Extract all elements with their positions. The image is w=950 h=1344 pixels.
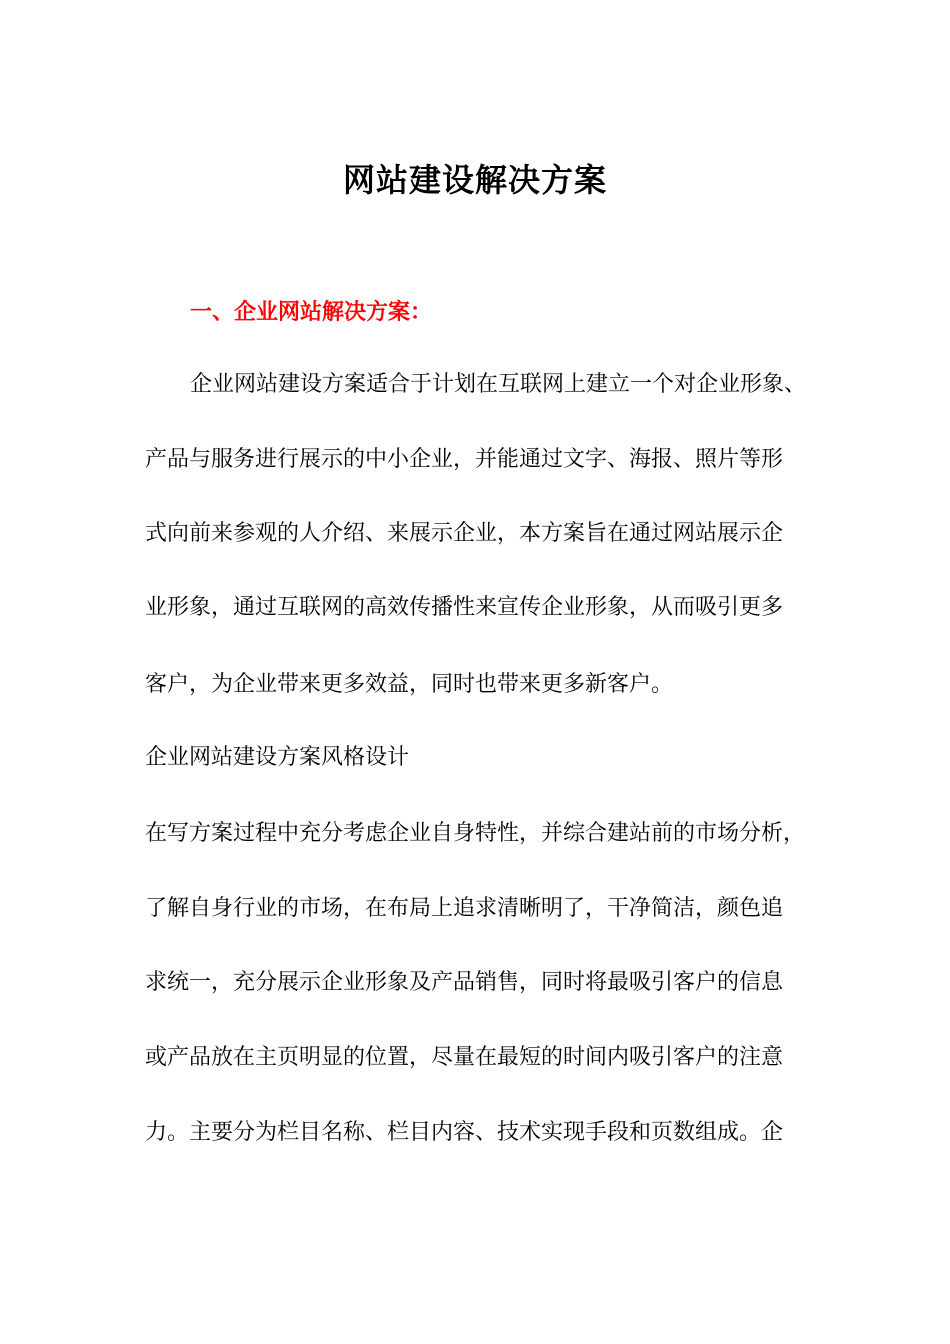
paragraph-2-line-5: 力。主要分为栏目名称、栏目内容、技术实现手段和页数组成。企 — [145, 1120, 784, 1145]
paragraph-2-line-2: 了解自身行业的市场，在布局上追求清晰明了，干净简洁，颜色追 — [145, 896, 784, 921]
paragraph-1-line-4: 业形象，通过互联网的高效传播性来宣传企业形象，从而吸引更多 — [145, 595, 784, 620]
paragraph-2-line-3: 求统一，充分展示企业形象及产品销售，同时将最吸引客户的信息 — [145, 970, 784, 995]
document-title: 网站建设解决方案 — [342, 161, 607, 199]
subheading: 企业网站建设方案风格设计 — [145, 745, 410, 770]
paragraph-1-line-3: 式向前来参观的人介绍、来展示企业，本方案旨在通过网站展示企 — [145, 521, 784, 546]
paragraph-1-line-2: 产品与服务进行展示的中小企业，并能通过文字、海报、照片等形 — [145, 447, 784, 472]
section-heading: 一、企业网站解决方案： — [190, 299, 433, 325]
paragraph-2-line-4: 或产品放在主页明显的位置，尽量在最短的时间内吸引客户的注意 — [145, 1045, 784, 1070]
paragraph-1-line-1: 企业网站建设方案适合于计划在互联网上建立一个对企业形象、 — [190, 372, 807, 397]
paragraph-1-line-5: 客户，为企业带来更多效益，同时也带来更多新客户。 — [145, 672, 674, 697]
paragraph-2-line-1: 在写方案过程中充分考虑企业自身特性，并综合建站前的市场分析， — [145, 821, 806, 846]
